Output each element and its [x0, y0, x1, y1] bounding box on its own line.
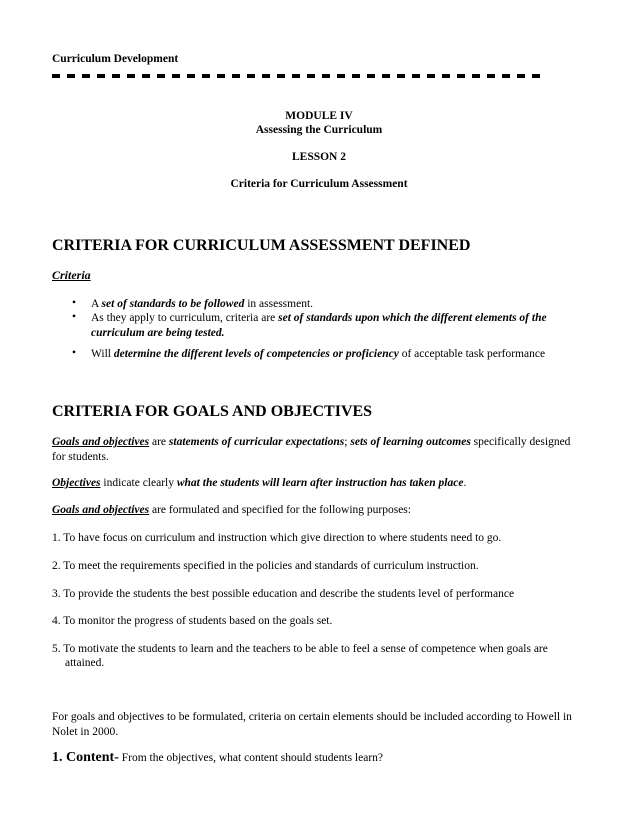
list-item: 3. To provide the students the best possible education and describe the students level of performance: [52, 588, 515, 600]
section2-heading: CRITERIA FOR GOALS AND OBJECTIVES: [52, 403, 373, 420]
lesson-title: Criteria for Curriculum Assessment: [230, 178, 408, 190]
header-title: Curriculum Development: [52, 53, 179, 65]
paragraph-objectives: Objectives indicate clearly what the students will learn after instruction has taken place.: [52, 477, 467, 489]
bullet-item-1: A set of standards to be followed in assessment.: [91, 298, 314, 310]
list-item: 1. To have focus on curriculum and instruction which give direction to where students need to go.: [52, 532, 502, 544]
bullet-icon: •: [72, 311, 77, 323]
section1-heading: CRITERIA FOR CURRICULUM ASSESSMENT DEFINED: [52, 237, 471, 254]
bullet-item-2: As they apply to curriculum, criteria are set of standards upon which the different elements of the curriculum are being tested.: [91, 312, 547, 339]
list-item: 2. To meet the requirements specified in the policies and standards of curriculum instruction.: [52, 560, 479, 572]
list-item: 5. To motivate the students to learn and the teachers to be able to feel a sense of competence when goals are: [52, 643, 548, 655]
criteria-subheading: Criteria: [52, 268, 91, 282]
paragraph-goals: Goals and objectives are statements of curricular expectations; sets of learning outcomes specifically designed for students.: [52, 436, 571, 463]
module-title: Assessing the Curriculum: [255, 124, 383, 136]
bullet-item-3: Will determine the different levels of competencies or proficiency of acceptable task performance: [91, 348, 546, 360]
bullet-icon: •: [72, 347, 77, 359]
content-criterion: 1. Content- From the objectives, what content should students learn?: [52, 750, 384, 765]
list-item-continuation: attained.: [65, 657, 105, 669]
bullet-icon: •: [72, 297, 77, 309]
module-label: MODULE IV: [285, 110, 353, 122]
paragraph-purposes: Goals and objectives are formulated and specified for the following purposes:: [52, 504, 411, 516]
dashed-divider: [52, 74, 542, 78]
lesson-label: LESSON 2: [291, 151, 346, 163]
list-item: 4. To monitor the progress of students based on the goals set.: [52, 615, 333, 627]
paragraph-howell: For goals and objectives to be formulated, criteria on certain elements should be included according to Howell in Nolet in 2000.: [52, 711, 572, 738]
